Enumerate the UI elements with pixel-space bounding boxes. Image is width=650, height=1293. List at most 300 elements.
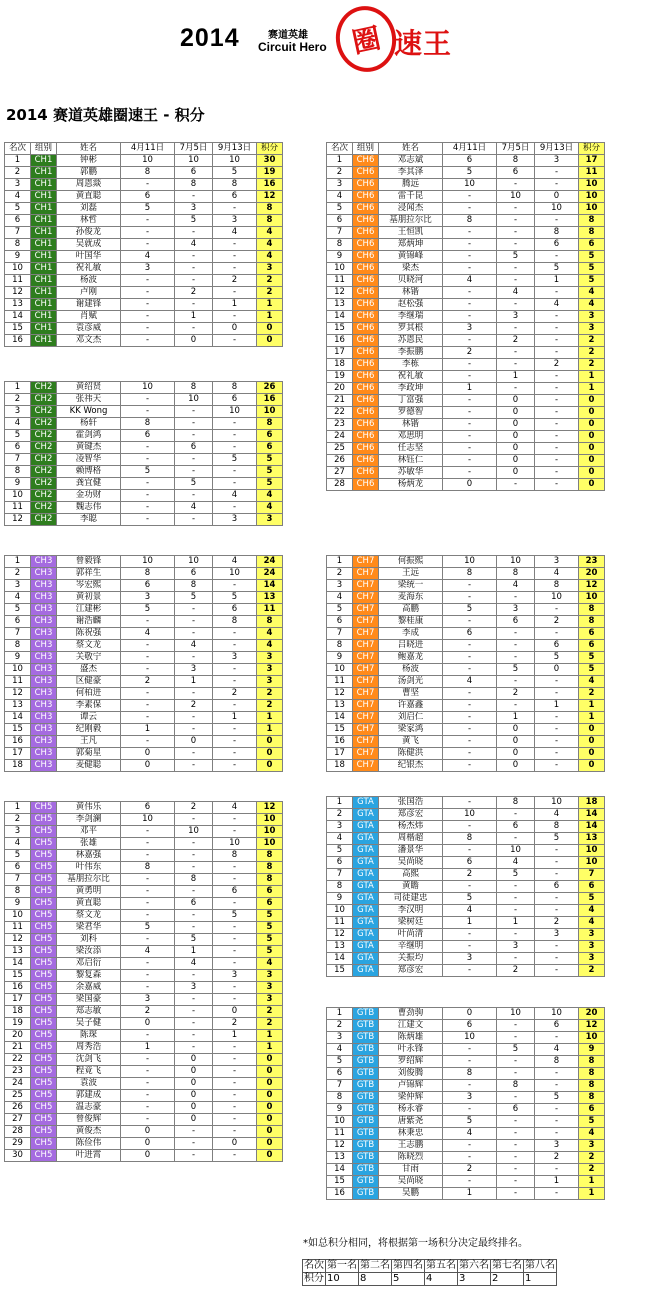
points-cell: 6 xyxy=(579,1104,605,1116)
table-row xyxy=(5,760,283,772)
round3-cell: 4 xyxy=(213,490,257,502)
rank-cell: 13 xyxy=(327,700,353,712)
table-row xyxy=(327,628,605,640)
name-cell: 李成 xyxy=(379,628,443,640)
points-cell: 13 xyxy=(579,833,605,845)
name-cell: 林锴 xyxy=(379,287,443,299)
round3-cell: 1 xyxy=(213,1030,257,1042)
header-year: 2014 xyxy=(180,24,240,52)
round1-cell: - xyxy=(443,965,497,977)
points-cell: 19 xyxy=(257,167,283,179)
group-cell: CH7 xyxy=(353,568,379,580)
tiebreak-note: *如总积分相同，将根据第一场积分决定最终排名。 xyxy=(303,1238,528,1249)
rank-cell: 7 xyxy=(327,628,353,640)
group-cell: CH2 xyxy=(31,406,57,418)
round2-cell: - xyxy=(497,1020,535,1032)
round1-cell: 5 xyxy=(443,604,497,616)
round2-cell: 0 xyxy=(497,455,535,467)
round2-cell: 3 xyxy=(175,982,213,994)
round3-cell: 6 xyxy=(213,604,257,616)
points-cell: 2 xyxy=(579,1152,605,1164)
points-cell: 13 xyxy=(257,592,283,604)
round2-cell: - xyxy=(497,275,535,287)
group-cell: CH7 xyxy=(353,724,379,736)
points-cell: 8 xyxy=(579,1056,605,1068)
group-cell: CH5 xyxy=(31,1090,57,1102)
round1-cell: 10 xyxy=(121,155,175,167)
table-row xyxy=(5,191,283,203)
round1-cell: - xyxy=(443,191,497,203)
round3-cell: - xyxy=(213,946,257,958)
round1-cell: - xyxy=(121,640,175,652)
round1-cell: 8 xyxy=(443,833,497,845)
rank-cell: 6 xyxy=(327,1068,353,1080)
table-row xyxy=(327,809,605,821)
round2-cell: 6 xyxy=(175,898,213,910)
group-cell: CH6 xyxy=(353,191,379,203)
table-row xyxy=(327,203,605,215)
round3-cell: 3 xyxy=(535,929,579,941)
points-cell: 8 xyxy=(579,227,605,239)
group-cell: CH3 xyxy=(31,736,57,748)
table-row xyxy=(5,1006,283,1018)
round1-cell: - xyxy=(121,406,175,418)
round2-cell: 5 xyxy=(175,934,213,946)
points-cell: 16 xyxy=(257,179,283,191)
round2-cell: - xyxy=(175,760,213,772)
rank-cell: 6 xyxy=(5,215,31,227)
group-cell: CH6 xyxy=(353,251,379,263)
round2-cell: - xyxy=(175,1150,213,1162)
round3-cell: 6 xyxy=(535,881,579,893)
round3-cell: - xyxy=(535,941,579,953)
points-cell: 5 xyxy=(257,478,283,490)
table-row xyxy=(5,323,283,335)
round2-cell: - xyxy=(497,592,535,604)
round1-cell: - xyxy=(121,736,175,748)
round1-cell: - xyxy=(443,1152,497,1164)
table-row xyxy=(5,1138,283,1150)
table-row xyxy=(327,676,605,688)
points-cell: 24 xyxy=(257,556,283,568)
round3-cell: 8 xyxy=(213,179,257,191)
points-cell: 10 xyxy=(257,838,283,850)
group-cell: GTA xyxy=(353,953,379,965)
table-row xyxy=(327,419,605,431)
group-cell: CH7 xyxy=(353,604,379,616)
round2-cell: 0 xyxy=(497,467,535,479)
round1-cell: - xyxy=(443,335,497,347)
round3-cell: - xyxy=(213,736,257,748)
name-cell: 贝晓河 xyxy=(379,275,443,287)
round2-cell: - xyxy=(175,275,213,287)
group-cell: CH5 xyxy=(31,1054,57,1066)
round1-cell: - xyxy=(443,688,497,700)
rank-cell: 3 xyxy=(327,821,353,833)
round1-cell: - xyxy=(443,712,497,724)
table-row xyxy=(5,251,283,263)
name-cell: 雷千昆 xyxy=(379,191,443,203)
points-cell: 2 xyxy=(257,275,283,287)
round3-cell: 2 xyxy=(213,688,257,700)
table-row xyxy=(327,383,605,395)
points-ranking-table xyxy=(302,1259,557,1286)
table-row xyxy=(5,430,283,442)
round2-cell: 10 xyxy=(497,191,535,203)
rank-cell: 7 xyxy=(5,227,31,239)
round3-cell: - xyxy=(535,724,579,736)
name-cell: 黄俊杰 xyxy=(57,1126,121,1138)
round2-cell: 0 xyxy=(175,1114,213,1126)
table-row xyxy=(5,1126,283,1138)
rank-cell: 4 xyxy=(327,833,353,845)
points-cell: 4 xyxy=(257,251,283,263)
points-cell: 4 xyxy=(257,502,283,514)
round3-cell: - xyxy=(535,311,579,323)
group-cell: CH6 xyxy=(353,215,379,227)
table-row xyxy=(327,179,605,191)
round2-cell: - xyxy=(175,466,213,478)
table-row xyxy=(327,881,605,893)
rank-cell: 22 xyxy=(5,1054,31,1066)
rank-cell: 1 xyxy=(327,797,353,809)
group-cell: CH1 xyxy=(31,191,57,203)
round3-cell: 6 xyxy=(535,1020,579,1032)
round3-cell: 10 xyxy=(213,406,257,418)
round2-cell: 0 xyxy=(175,736,213,748)
group-cell: CH6 xyxy=(353,371,379,383)
rank-cell: 2 xyxy=(5,814,31,826)
round3-cell: - xyxy=(213,760,257,772)
group-cell: CH7 xyxy=(353,748,379,760)
round1-cell: - xyxy=(443,1176,497,1188)
round1-cell: 3 xyxy=(443,323,497,335)
table-row xyxy=(5,490,283,502)
name-cell: 司徒建忠 xyxy=(379,893,443,905)
table-row xyxy=(327,167,605,179)
round3-cell: - xyxy=(213,664,257,676)
group-cell: CH1 xyxy=(31,275,57,287)
name-cell: 魏志伟 xyxy=(57,502,121,514)
name-cell: 郑彦宏 xyxy=(379,809,443,821)
round1-cell: - xyxy=(121,1030,175,1042)
group-cell: CH3 xyxy=(31,724,57,736)
group-cell: CH3 xyxy=(31,556,57,568)
name-cell: 钟彬 xyxy=(57,155,121,167)
round2-cell: - xyxy=(175,814,213,826)
name-cell: 岑宏熙 xyxy=(57,580,121,592)
ranking-header-cell: 第四名 xyxy=(393,1260,423,1271)
round3-cell: - xyxy=(213,862,257,874)
round3-cell: - xyxy=(535,1116,579,1128)
round3-cell: 6 xyxy=(213,191,257,203)
name-cell: 吴尚晓 xyxy=(379,857,443,869)
group-cell: CH6 xyxy=(353,431,379,443)
table-header-row xyxy=(5,143,283,155)
round3-cell: - xyxy=(213,700,257,712)
points-cell: 0 xyxy=(257,1138,283,1150)
round2-cell: - xyxy=(175,628,213,640)
points-cell: 4 xyxy=(257,227,283,239)
table-row xyxy=(5,227,283,239)
table-row xyxy=(327,359,605,371)
group-cell: CH1 xyxy=(31,263,57,275)
round2-cell: - xyxy=(497,239,535,251)
points-cell: 2 xyxy=(257,1018,283,1030)
round1-cell: - xyxy=(121,1102,175,1114)
table-row xyxy=(327,1068,605,1080)
round1-cell: 3 xyxy=(443,1092,497,1104)
group-cell: CH5 xyxy=(31,1114,57,1126)
round3-cell: 5 xyxy=(213,592,257,604)
round1-cell: 10 xyxy=(121,382,175,394)
table-row xyxy=(5,203,283,215)
round1-cell: - xyxy=(443,455,497,467)
rank-cell: 12 xyxy=(327,688,353,700)
name-cell: 盛杰 xyxy=(57,664,121,676)
group-cell: CH3 xyxy=(31,700,57,712)
round2-cell: - xyxy=(175,490,213,502)
round1-cell: 6 xyxy=(443,857,497,869)
table-row xyxy=(5,239,283,251)
rank-cell: 12 xyxy=(5,514,31,526)
table-row xyxy=(5,394,283,406)
round2-cell: 1 xyxy=(175,946,213,958)
rank-cell: 22 xyxy=(327,407,353,419)
rank-cell: 1 xyxy=(5,802,31,814)
points-cell: 3 xyxy=(257,263,283,275)
round1-cell: - xyxy=(443,311,497,323)
points-cell: 1 xyxy=(257,712,283,724)
table-row xyxy=(327,1008,605,1020)
rank-cell: 13 xyxy=(5,299,31,311)
round2-cell: 0 xyxy=(175,335,213,347)
points-cell: 5 xyxy=(257,466,283,478)
points-cell: 10 xyxy=(257,826,283,838)
table-row xyxy=(327,1188,605,1200)
group-cell: CH5 xyxy=(31,1078,57,1090)
name-cell: 郭菊星 xyxy=(57,748,121,760)
round3-cell: - xyxy=(213,934,257,946)
rank-cell: 12 xyxy=(327,287,353,299)
name-cell: 苏恩民 xyxy=(379,335,443,347)
name-cell: 纪刚毅 xyxy=(57,724,121,736)
table-row xyxy=(327,712,605,724)
table-row xyxy=(327,371,605,383)
round1-cell: - xyxy=(443,1104,497,1116)
round2-cell: - xyxy=(175,323,213,335)
round1-cell: - xyxy=(443,251,497,263)
name-cell: 鲍嘉龙 xyxy=(379,652,443,664)
table-row xyxy=(327,917,605,929)
name-cell: 黎桂康 xyxy=(379,616,443,628)
round2-cell: 4 xyxy=(497,857,535,869)
points-cell: 2 xyxy=(257,287,283,299)
round2-cell: 8 xyxy=(497,797,535,809)
round2-cell: - xyxy=(497,215,535,227)
column-header: 9月13日 xyxy=(535,143,579,155)
column-header: 姓名 xyxy=(379,143,443,155)
table-row xyxy=(5,826,283,838)
name-cell: 吴尚晓 xyxy=(379,1176,443,1188)
round3-cell: - xyxy=(535,323,579,335)
name-cell: 黄飞 xyxy=(379,736,443,748)
round1-cell: - xyxy=(443,1056,497,1068)
rank-cell: 5 xyxy=(5,604,31,616)
points-cell: 4 xyxy=(257,640,283,652)
round3-cell: - xyxy=(213,287,257,299)
table-row xyxy=(5,838,283,850)
group-cell: CH3 xyxy=(31,652,57,664)
rank-cell: 19 xyxy=(327,371,353,383)
round3-cell: - xyxy=(213,430,257,442)
round3-cell: 1 xyxy=(213,712,257,724)
round2-cell: - xyxy=(497,359,535,371)
round3-cell: 3 xyxy=(213,215,257,227)
round1-cell: 6 xyxy=(443,155,497,167)
ranking-header-cell: 名次 xyxy=(304,1260,324,1271)
round1-cell: 4 xyxy=(443,676,497,688)
round3-cell: 4 xyxy=(213,556,257,568)
rank-cell: 2 xyxy=(327,167,353,179)
group-cell: CH3 xyxy=(31,676,57,688)
table-row xyxy=(327,953,605,965)
round2-cell: 6 xyxy=(497,821,535,833)
name-cell: 邓志斌 xyxy=(379,155,443,167)
rank-cell: 11 xyxy=(327,917,353,929)
round2-cell: - xyxy=(497,953,535,965)
points-cell: 8 xyxy=(579,1092,605,1104)
round1-cell: 10 xyxy=(121,556,175,568)
name-cell: 郭鹏 xyxy=(57,167,121,179)
name-cell: 罗德智 xyxy=(379,407,443,419)
round1-cell: 2 xyxy=(443,347,497,359)
round3-cell: - xyxy=(535,383,579,395)
round3-cell: - xyxy=(535,431,579,443)
round1-cell: 2 xyxy=(121,1006,175,1018)
table-row xyxy=(327,965,605,977)
round2-cell: 1 xyxy=(497,917,535,929)
table-row xyxy=(5,898,283,910)
points-cell: 8 xyxy=(579,215,605,227)
points-cell: 0 xyxy=(257,760,283,772)
round1-cell: 8 xyxy=(443,215,497,227)
points-cell: 3 xyxy=(579,311,605,323)
round2-cell: - xyxy=(497,299,535,311)
points-cell: 4 xyxy=(257,958,283,970)
round2-cell: 8 xyxy=(175,179,213,191)
round3-cell: 5 xyxy=(535,833,579,845)
group-cell: GTB xyxy=(353,1044,379,1056)
round2-cell: 0 xyxy=(497,395,535,407)
name-cell: 李继瑞 xyxy=(379,311,443,323)
points-cell: 3 xyxy=(257,676,283,688)
name-cell: 周秀浩 xyxy=(57,1042,121,1054)
table-row xyxy=(327,568,605,580)
round1-cell: 1 xyxy=(443,383,497,395)
name-cell: 梁仲辉 xyxy=(379,1092,443,1104)
name-cell: 郑志敏 xyxy=(57,1006,121,1018)
round1-cell: - xyxy=(121,958,175,970)
group-cell: CH5 xyxy=(31,874,57,886)
round2-cell: 6 xyxy=(497,1104,535,1116)
round2-cell: - xyxy=(497,905,535,917)
round3-cell: 4 xyxy=(535,568,579,580)
table-row xyxy=(5,167,283,179)
group-cell: CH3 xyxy=(31,664,57,676)
ranking-header-cell: 第六名 xyxy=(459,1260,489,1271)
round3-cell: - xyxy=(213,502,257,514)
round3-cell: 6 xyxy=(213,886,257,898)
ranking-cell: 积分 xyxy=(304,1273,324,1284)
group-cell: CH5 xyxy=(31,850,57,862)
name-cell: 程竟飞 xyxy=(57,1066,121,1078)
table-row xyxy=(5,862,283,874)
table-row xyxy=(5,652,283,664)
rank-cell: 14 xyxy=(327,1164,353,1176)
name-cell: 李栋 xyxy=(379,359,443,371)
round1-cell: - xyxy=(443,929,497,941)
table-row xyxy=(327,191,605,203)
name-cell: 曹坚 xyxy=(379,688,443,700)
group-cell: CH1 xyxy=(31,323,57,335)
ranking-header-cell: 第七名 xyxy=(492,1260,522,1271)
rank-cell: 16 xyxy=(5,736,31,748)
round1-cell: - xyxy=(443,407,497,419)
round2-cell: - xyxy=(175,454,213,466)
points-cell: 0 xyxy=(579,395,605,407)
points-cell: 4 xyxy=(579,1128,605,1140)
group-cell: CH5 xyxy=(31,1066,57,1078)
points-cell: 3 xyxy=(579,1140,605,1152)
group-cell: CH6 xyxy=(353,311,379,323)
group-cell: CH3 xyxy=(31,616,57,628)
left-group-table xyxy=(4,381,283,526)
name-cell: 李聪 xyxy=(57,514,121,526)
rank-cell: 13 xyxy=(327,941,353,953)
table-row xyxy=(5,1150,283,1162)
group-cell: CH2 xyxy=(31,430,57,442)
round2-cell: - xyxy=(497,1128,535,1140)
round2-cell: 0 xyxy=(497,724,535,736)
round2-cell: - xyxy=(497,1152,535,1164)
round2-cell: - xyxy=(497,179,535,191)
points-cell: 1 xyxy=(257,1030,283,1042)
table-row xyxy=(327,580,605,592)
table-row xyxy=(327,275,605,287)
round2-cell: 10 xyxy=(175,826,213,838)
name-cell: 林嘉强 xyxy=(57,850,121,862)
name-cell: 谢建锋 xyxy=(57,299,121,311)
group-cell: GTA xyxy=(353,893,379,905)
round2-cell: 8 xyxy=(497,1080,535,1092)
rank-cell: 23 xyxy=(327,419,353,431)
round1-cell: 0 xyxy=(121,1126,175,1138)
round1-cell: - xyxy=(443,580,497,592)
table-row xyxy=(327,821,605,833)
name-cell: 祝礼敏 xyxy=(57,263,121,275)
name-cell: 余嘉威 xyxy=(57,982,121,994)
table-row xyxy=(327,1056,605,1068)
round3-cell: 8 xyxy=(535,227,579,239)
round1-cell: 3 xyxy=(121,263,175,275)
round2-cell: 1 xyxy=(175,311,213,323)
name-cell: 关敬宁 xyxy=(57,652,121,664)
round3-cell: - xyxy=(213,628,257,640)
table-row xyxy=(327,616,605,628)
name-cell: 郑彦宏 xyxy=(379,965,443,977)
rank-cell: 3 xyxy=(327,179,353,191)
